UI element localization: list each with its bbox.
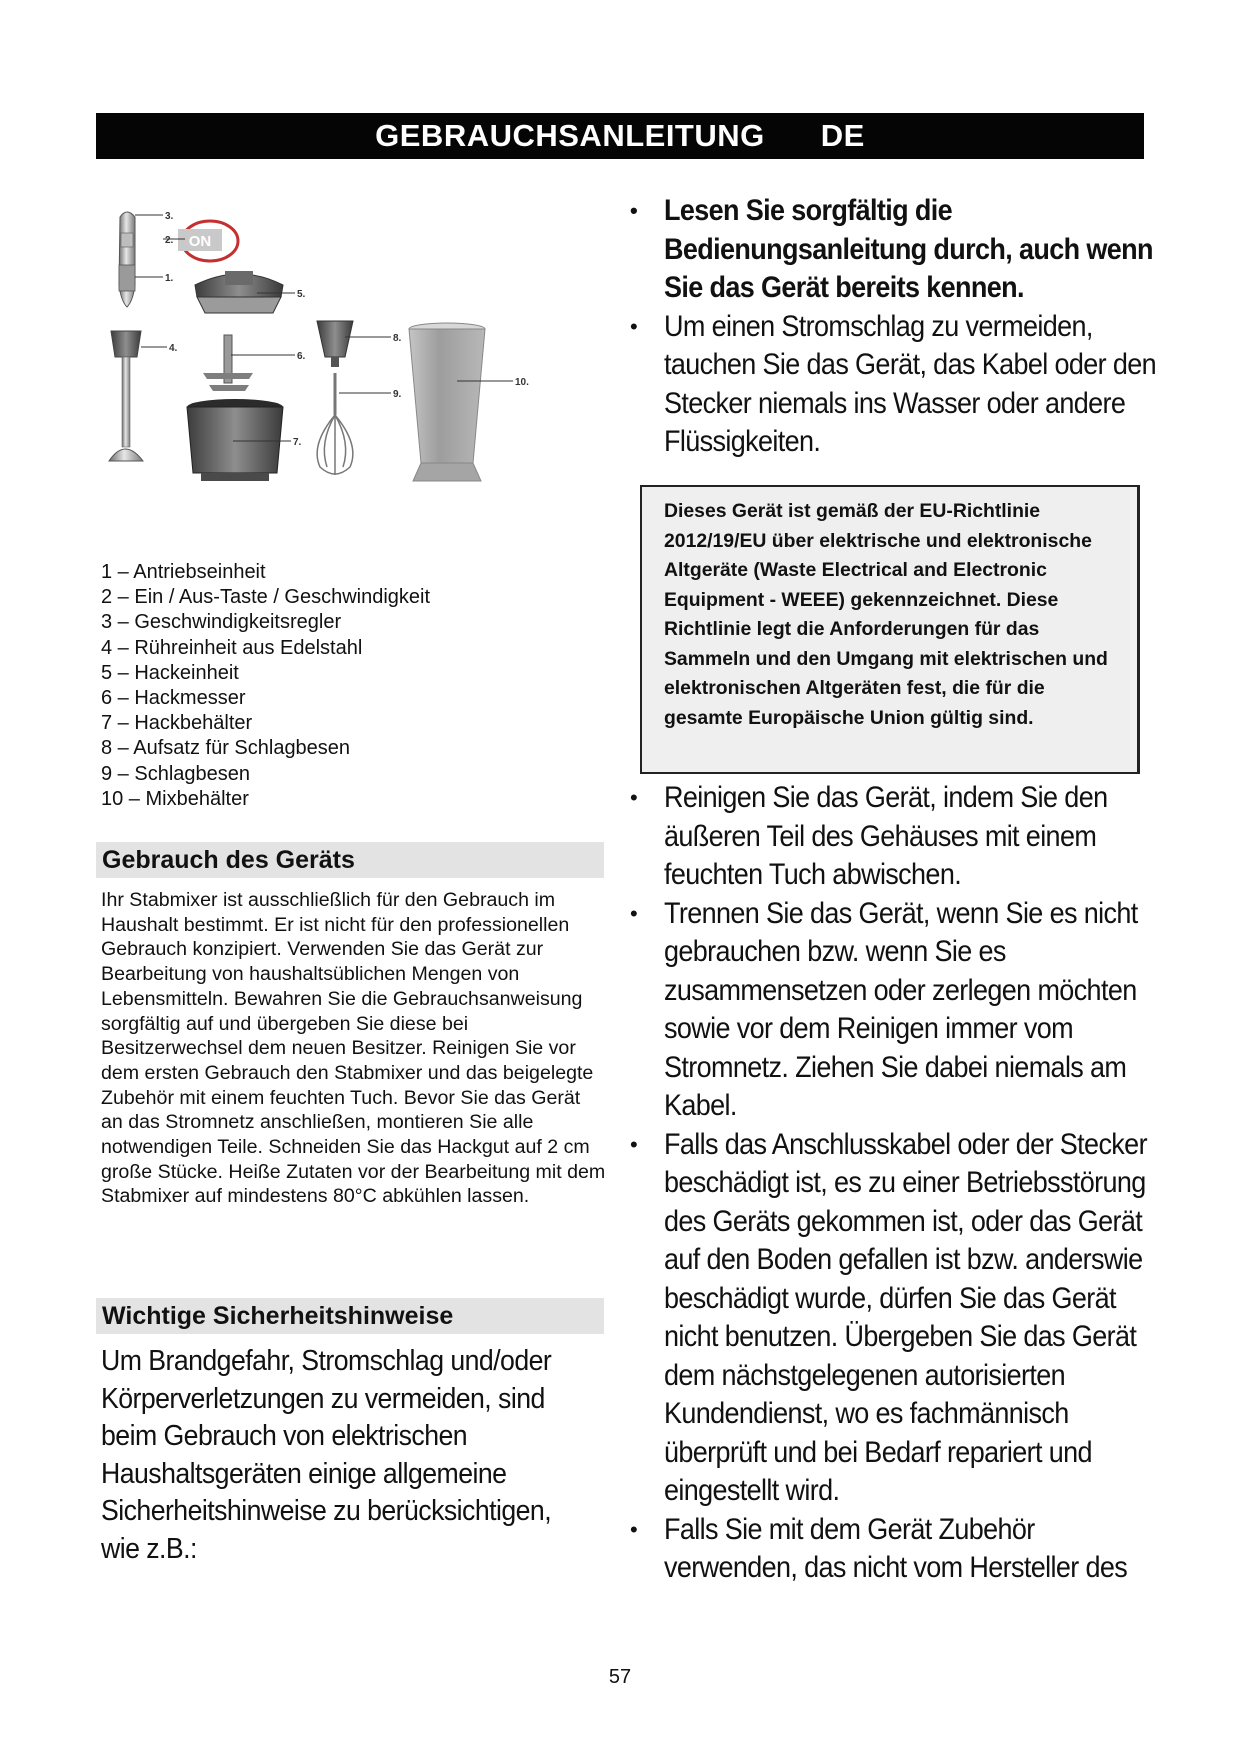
usage-heading: Gebrauch des Geräts	[96, 842, 604, 878]
chopper-lid-drawing	[195, 271, 283, 313]
header-title: GEBRAUCHSANLEITUNG	[375, 118, 765, 153]
callout-3: 3.	[165, 211, 174, 222]
weee-notice-box	[640, 485, 1140, 774]
product-parts-illustration	[105, 205, 605, 550]
callout-6: 6.	[297, 351, 306, 362]
parts-list	[101, 560, 601, 812]
whisk-drawing	[317, 373, 353, 475]
bullet-text: Lesen Sie sorgfältig die Bedienungsanleitung durch, auch wenn Sie das Gerät bereits kennen.	[664, 194, 1153, 304]
list-item	[630, 779, 1170, 895]
mixing-jug-drawing	[409, 323, 485, 481]
bullet-text: Trennen Sie das Gerät, wenn Sie es nicht gebrauchen bzw. wenn Sie es zusammensetzen oder zerlegen möchten sowie vor dem Reinigen immer vom Stromnetz. Ziehen Sie dabei niemals am Kabel.	[664, 896, 1138, 1122]
list-item: 2 – Ein / Aus-Taste / Geschwindigkeit	[101, 586, 431, 609]
usage-text: Ihr Stabmixer ist ausschließlich für den Gebrauch im Haushalt bestimmt. Er ist nicht für den professionellen Gebrauch konzipiert. Verwenden Sie das Gerät zur Bearbeitung von haushaltsüblichen Mengen von Lebensmitteln. Bewahren Sie die Gebrauchsanweisung sorgfältig auf und übergeben Sie diese bei Besitzerwechsel dem neuen Besitzer. Reinigen Sie vor dem ersten Gebrauch den Stabmixer und das beigelegte Zubehör mit einem feuchten Tuch. Bevor Sie das Gerät an das Stromnetz anschließen, montieren Sie alle notwendigen Teile. Schneiden Sie das Hackgut auf 2 cm große Stücke. Heiße Zutaten vor der Bearbeitung mit dem Stabmixer auf mindestens 80°C abkühlen lassen.	[101, 889, 606, 1208]
bullet-text: Um einen Stromschlag zu vermeiden, tauchen Sie das Gerät, das Kabel oder den Stecker niemals ins Wasser oder andere Flüssigkeiten.	[664, 309, 1157, 458]
list-item: 3 – Geschwindigkeitsregler	[101, 611, 342, 634]
list-item: 10 – Mixbehälter	[101, 787, 249, 810]
callout-4: 4.	[169, 343, 178, 354]
callout-1: 1.	[165, 273, 174, 284]
list-item	[630, 192, 1170, 308]
chopper-bowl-drawing	[187, 399, 283, 481]
callout-2: 2.	[165, 235, 174, 246]
blender-foot-drawing	[109, 331, 143, 461]
header-bar	[96, 113, 1144, 159]
safety-intro: Um Brandgefahr, Stromschlag und/oder Körperverletzungen zu vermeiden, sind beim Gebrauch von elektrischen Haushaltsgeräten einige allgemeine Sicherheitshinweise zu berücksichtigen, wie z.B.:	[101, 1345, 552, 1565]
list-item: 5 – Hackeinheit	[101, 661, 239, 684]
bullet-text: Falls das Anschlusskabel oder der Stecker beschädigt ist, es zu einer Betriebsstörung des Geräts gekommen ist, oder das Gerät auf den Boden gefallen ist bzw. anderswie beschädigt wurde, dürfen Sie das Gerät nicht benutzen. Übergeben Sie das Gerät dem nächstgelegenen autorisierten Kundendienst, wo es fachmännisch überprüft und bei Bedarf repariert und eingestellt wird.	[664, 1127, 1147, 1507]
list-item	[630, 308, 1170, 462]
chopper-blade-drawing	[203, 335, 253, 391]
on-switch-label: ON	[188, 233, 212, 250]
callout-5: 5.	[297, 289, 306, 300]
on-switch-callout	[178, 221, 238, 261]
list-item	[630, 895, 1170, 1126]
list-item: 7 – Hackbehälter	[101, 712, 253, 735]
header-language: DE	[820, 118, 865, 153]
page-number: 57	[608, 1666, 632, 1688]
weee-notice-text: Dieses Gerät ist gemäß der EU-Richtlinie 2012/19/EU über elektrische und elektronische Altgeräte (Waste Electrical and Electronic Equipment - WEEE) gekennzeichnet. Diese Richtlinie legt die Anforderungen für das Sammeln und den Umgang mit elektrischen und elektronischen Altgeräten fest, die für die gesamte Europäische Union gültig sind.	[664, 500, 1108, 729]
list-item	[630, 1126, 1170, 1511]
whisk-adapter-drawing	[317, 321, 353, 367]
bullets-top	[630, 192, 1170, 462]
bullets-bottom	[630, 779, 1170, 1588]
motor-unit-drawing	[119, 212, 135, 307]
callout-8: 8.	[393, 333, 402, 344]
bullet-text: Reinigen Sie das Gerät, indem Sie den äußeren Teil des Gehäuses mit einem feuchten Tuch abwischen.	[664, 781, 1108, 891]
list-item: 8 – Aufsatz für Schlagbesen	[101, 737, 351, 760]
list-item	[630, 1511, 1170, 1588]
list-item: 4 – Rühreinheit aus Edelstahl	[101, 636, 363, 659]
list-item: 9 – Schlagbesen	[101, 762, 251, 785]
callout-9: 9.	[393, 389, 402, 400]
list-item: 6 – Hackmesser	[101, 687, 246, 710]
list-item: 1 – Antriebseinheit	[101, 561, 266, 583]
bullet-text: Falls Sie mit dem Gerät Zubehör verwenden, das nicht vom Hersteller des	[664, 1512, 1128, 1584]
safety-heading: Wichtige Sicherheitshinweise	[96, 1298, 604, 1334]
callout-10: 10.	[515, 377, 529, 388]
callout-7: 7.	[293, 437, 302, 448]
